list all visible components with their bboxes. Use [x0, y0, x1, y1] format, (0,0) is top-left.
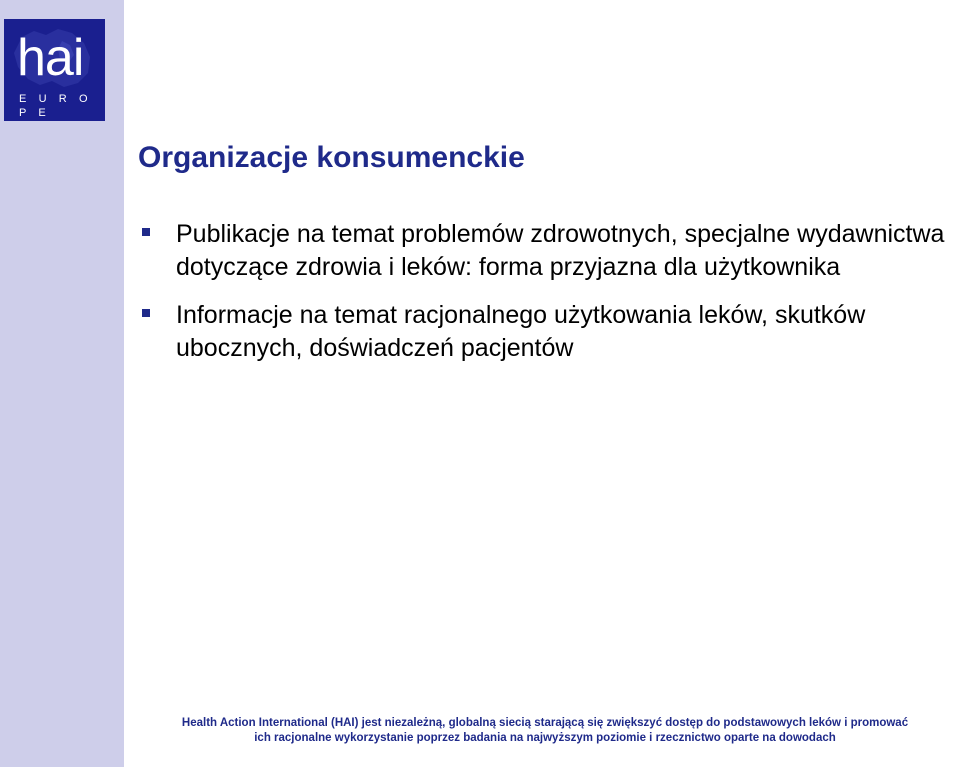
footer-line-2: ich racjonalne wykorzystanie poprzez badania na najwyższym poziomie i rzecznictwo oparte na dowodach [254, 732, 836, 744]
hai-europe-logo [4, 19, 105, 121]
logo-wordmark: hai [17, 29, 84, 87]
square-bullet-icon [142, 309, 150, 317]
square-bullet-icon [142, 228, 150, 236]
logo-subtitle: E U R O P E [19, 93, 93, 119]
slide-title: Organizacje konsumenckie [138, 141, 525, 174]
bullet-list [136, 218, 956, 380]
footer-line-1: Health Action International (HAI) jest niezależną, globalną siecią starającą się zwiększyć dostęp do podstawowych leków i promować [181, 717, 909, 729]
bullet-text: Informacje na temat racjonalnego użytkowania leków, skutków ubocznych, doświadczeń pacjentów [176, 301, 866, 362]
bullet-item [136, 299, 956, 365]
bullet-text: Publikacje na temat problemów zdrowotnych, specjalne wydawnictwa dotyczące zdrowia i leków: forma przyjazna dla użytkownika [176, 220, 945, 281]
footer-note [130, 716, 960, 746]
bullet-item [136, 218, 956, 284]
